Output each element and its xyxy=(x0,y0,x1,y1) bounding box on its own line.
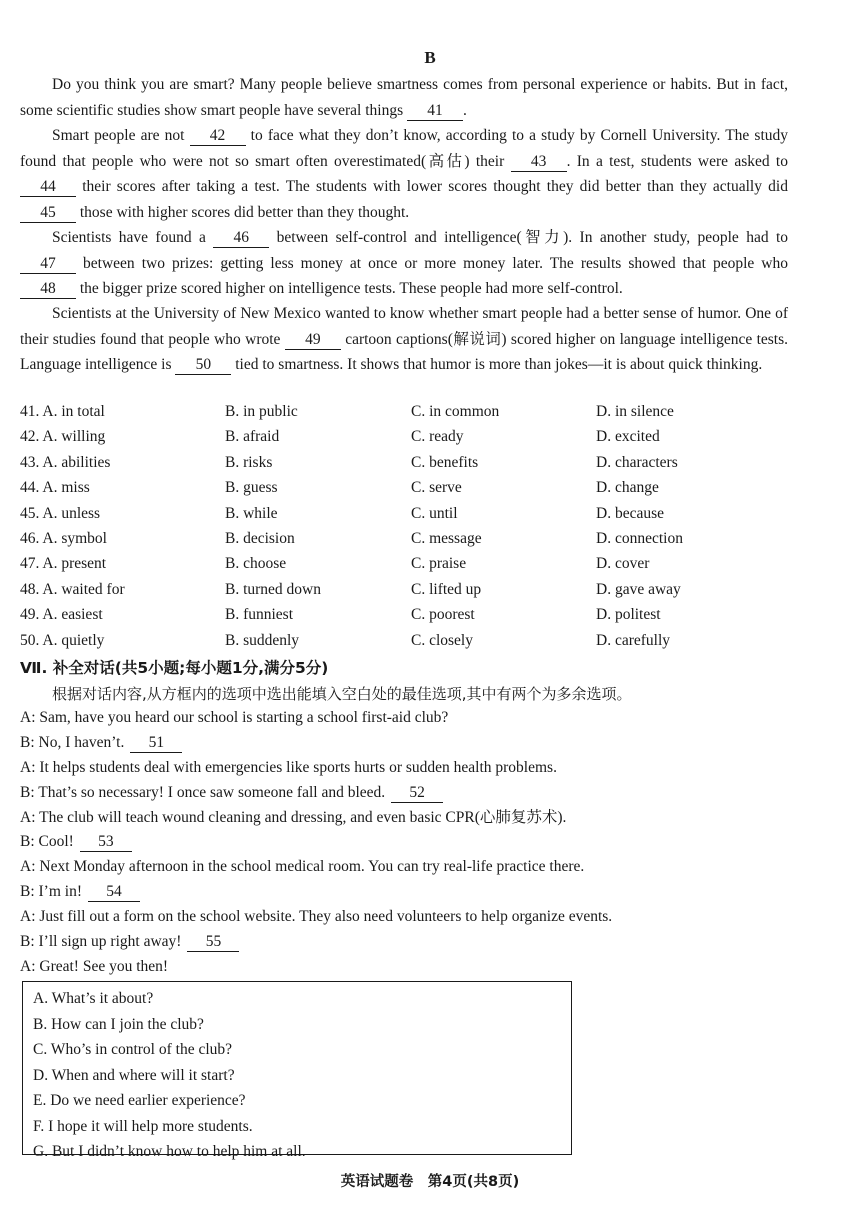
blank-42: 42 xyxy=(190,127,246,146)
option-b: B. choose xyxy=(225,555,287,573)
passage-text: between self-control and intelligence(智力). In another study, people had to xyxy=(276,229,788,246)
dialogue-line xyxy=(20,806,800,831)
box-option-b: B. How can I join the club? xyxy=(33,1015,204,1033)
option-d: D. gave away xyxy=(596,580,681,598)
option-b: B. funniest xyxy=(225,606,294,624)
option-d: D. politest xyxy=(596,606,661,624)
passage-text: Scientists at the University of New Mexico wanted to know whether smart people had a better sense of humor. One of their studies found that people who wrote xyxy=(20,305,788,348)
option-b: B. turned down xyxy=(225,580,322,598)
option-a: 49. A. easiest xyxy=(20,606,103,624)
passage-text: cartoon captions(解说词) scored higher on language intelligence tests. Language intelligence is xyxy=(20,330,789,373)
passage-text: . In a test, students were asked to xyxy=(566,152,788,170)
passage-text: the bigger prize scored higher on intelligence tests. These people had more self-control. xyxy=(79,280,623,297)
option-b: B. in public xyxy=(225,403,298,420)
option-row-50 xyxy=(20,632,800,657)
dialogue-line xyxy=(20,855,800,880)
section-7-title: Ⅶ. 补全对话(共5小题;每小题1分,满分5分) xyxy=(20,659,329,677)
box-option-g: G. But I didn’t know how to help him at all. xyxy=(33,1143,306,1160)
dialogue-text: A: Sam, have you heard our school is starting a school first-aid club? xyxy=(20,709,449,726)
dialogue-line xyxy=(20,955,800,980)
blank-53: 53 xyxy=(80,833,132,852)
option-row-41 xyxy=(20,403,800,428)
blank-45: 45 xyxy=(20,204,76,223)
option-a: 50. A. quietly xyxy=(20,631,105,649)
blank-50: 50 xyxy=(175,356,231,375)
option-c: C. ready xyxy=(411,428,464,446)
option-a: 45. A. unless xyxy=(20,504,101,522)
dialogue-line xyxy=(20,731,800,756)
dialogue xyxy=(20,706,800,980)
dialogue-text: A: It helps students deal with emergencies like sports hurts or sudden health problems. xyxy=(20,758,557,776)
option-c: C. closely xyxy=(411,631,473,649)
option-row-43 xyxy=(20,454,800,479)
dialogue-text: A: Next Monday afternoon in the school medical room. You can try real-life practice there. xyxy=(20,858,585,876)
blank-55: 55 xyxy=(187,933,239,952)
option-a: 47. A. present xyxy=(20,555,107,573)
option-row-48 xyxy=(20,581,800,606)
option-row-46 xyxy=(20,530,800,555)
blank-46: 46 xyxy=(213,229,269,248)
option-c: C. serve xyxy=(411,479,462,497)
option-b: B. suddenly xyxy=(225,631,300,649)
blank-41: 41 xyxy=(407,102,463,121)
passage-text: Scientists have found a xyxy=(52,229,206,246)
blank-43: 43 xyxy=(511,153,567,172)
option-d: D. connection xyxy=(596,529,683,547)
blank-48: 48 xyxy=(20,280,76,299)
dialogue-text: A: The club will teach wound cleaning and dressing, and even basic CPR(心肺复苏术). xyxy=(20,808,567,826)
dialogue-text: B: I’m in! xyxy=(20,883,82,901)
option-c: C. benefits xyxy=(411,453,479,471)
option-row-42 xyxy=(20,428,800,453)
passage-paragraph-3 xyxy=(20,225,788,302)
option-d: D. cover xyxy=(596,555,650,573)
option-c: C. in common xyxy=(411,403,500,420)
option-a: 44. A. miss xyxy=(20,479,90,497)
option-row-45 xyxy=(20,505,800,530)
option-a: 46. A. symbol xyxy=(20,529,107,547)
passage-text: those with higher scores did better than they thought. xyxy=(79,203,410,221)
passage-text: their scores after taking a test. The students with lower scores thought they did better than they actually did xyxy=(82,178,788,195)
section-heading: B xyxy=(424,48,436,67)
dialogue-text: B: Cool! xyxy=(20,833,74,851)
passage-paragraph-2 xyxy=(20,123,788,225)
option-c: C. lifted up xyxy=(411,580,482,598)
blank-47: 47 xyxy=(20,255,76,274)
blank-51: 51 xyxy=(130,734,182,753)
dialogue-text: A: Just fill out a form on the school website. They also need volunteers to help organize events. xyxy=(20,908,613,926)
dialogue-line xyxy=(20,930,800,955)
option-b: B. afraid xyxy=(225,428,280,446)
option-d: D. in silence xyxy=(596,403,674,420)
box-option-d: D. When and where will it start? xyxy=(33,1066,235,1084)
option-row-49 xyxy=(20,606,800,631)
option-a: 41. A. in total xyxy=(20,403,105,420)
options-box xyxy=(22,981,572,1160)
blank-54: 54 xyxy=(88,883,140,902)
blank-49: 49 xyxy=(285,331,341,350)
option-a: 48. A. waited for xyxy=(20,580,125,598)
dialogue-line xyxy=(20,781,800,806)
option-b: B. while xyxy=(225,504,278,522)
dialogue-line xyxy=(20,706,800,731)
option-row-47 xyxy=(20,555,800,580)
option-c: C. praise xyxy=(411,555,467,573)
answer-options xyxy=(20,403,800,657)
option-b: B. risks xyxy=(225,453,273,471)
option-a: 42. A. willing xyxy=(20,428,106,446)
option-d: D. because xyxy=(596,504,664,522)
passage-text: between two prizes: getting less money at once or more money later. The results showed that people who xyxy=(83,254,789,272)
option-d: D. excited xyxy=(596,428,660,446)
dialogue-text: B: No, I haven’t. xyxy=(20,733,125,751)
option-row-44 xyxy=(20,479,800,504)
box-option-f: F. I hope it will help more students. xyxy=(33,1117,253,1135)
dialogue-text: A: Great! See you then! xyxy=(20,957,169,975)
passage-text: Smart people are not xyxy=(52,127,185,144)
blank-44: 44 xyxy=(20,178,76,197)
option-c: C. until xyxy=(411,504,458,522)
option-d: D. change xyxy=(596,479,659,497)
dialogue-line xyxy=(20,905,800,930)
box-option-c: C. Who’s in control of the club? xyxy=(33,1041,233,1058)
box-option-e: E. Do we need earlier experience? xyxy=(33,1092,246,1109)
passage-text: Do you think you are smart? Many people believe smartness comes from personal experience or habits. But in fact, some scientific studies show smart people have several things xyxy=(20,76,788,119)
option-c: C. poorest xyxy=(411,606,475,624)
option-d: D. characters xyxy=(596,453,678,471)
dialogue-line xyxy=(20,880,800,905)
dialogue-text: B: I’ll sign up right away! xyxy=(20,933,182,951)
passage-text: . xyxy=(462,101,467,119)
dialogue-line xyxy=(20,756,800,781)
option-c: C. message xyxy=(411,529,482,547)
option-d: D. carefully xyxy=(596,631,671,649)
passage-text: tied to smartness. It shows that humor is more than jokes—it is about quick thinking. xyxy=(235,356,763,373)
option-a: 43. A. abilities xyxy=(20,453,111,471)
blank-52: 52 xyxy=(391,784,443,803)
passage-text: to face what they don’t know, according to a study by Cornell University. The study found that people who were not so smart often overestimated(高估) their xyxy=(20,127,789,170)
dialogue-text: B: That’s so necessary! I once saw someone fall and bleed. xyxy=(20,783,386,801)
box-option-a: A. What’s it about? xyxy=(33,990,154,1007)
passage-paragraph-1 xyxy=(20,72,788,123)
option-b: B. guess xyxy=(225,479,278,497)
option-b: B. decision xyxy=(225,529,295,547)
dialogue-line xyxy=(20,830,800,855)
section-7-instruction: 根据对话内容,从方框内的选项中选出能填入空白处的最佳选项,其中有两个为多余选项。 xyxy=(52,685,632,703)
page-footer: 英语试题卷 第4页(共8页) xyxy=(340,1174,520,1190)
passage-paragraph-4 xyxy=(20,301,788,378)
